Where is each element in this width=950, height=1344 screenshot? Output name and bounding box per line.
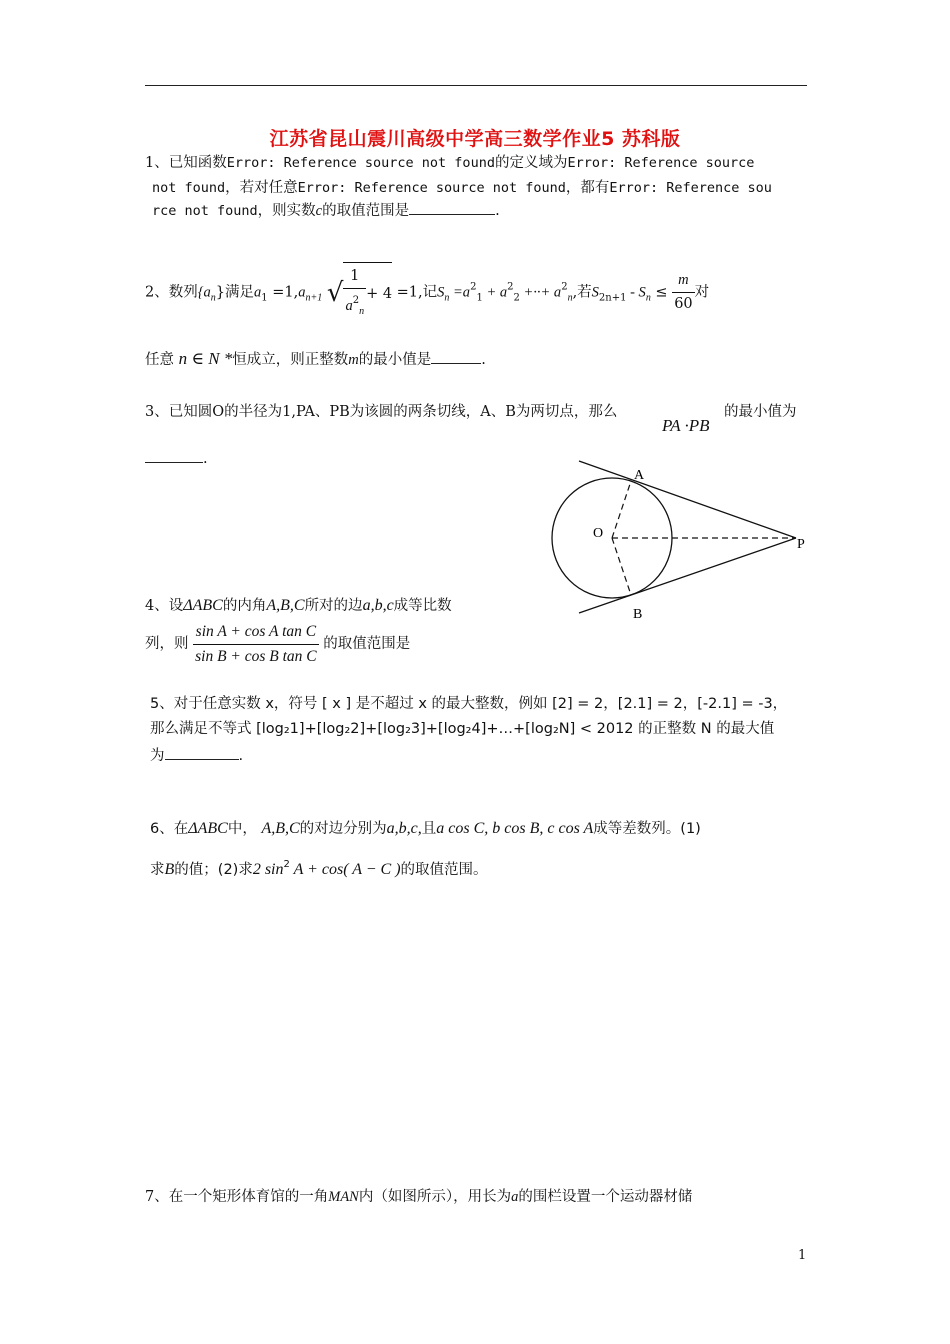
answer-blank: [431, 349, 481, 364]
q4-text: 的内角: [222, 598, 267, 614]
q2-math: a: [345, 298, 353, 314]
q2-period: .: [481, 352, 486, 368]
q6-text: 6、在: [150, 821, 189, 837]
q1-text: 的定义域为: [494, 155, 568, 171]
label-b: B: [633, 607, 643, 622]
q2-math: n: [645, 292, 651, 304]
q1-text: ，则实数: [257, 203, 316, 219]
q2-math: 1: [476, 292, 483, 304]
fraction-denominator: 60: [674, 296, 693, 312]
q1-error-text: Error: Reference source not found: [297, 180, 566, 196]
q2-math: + a: [482, 284, 508, 301]
q2-math: 2: [507, 281, 514, 293]
q2-math: n: [359, 306, 365, 317]
q6-math: A + cos( A − C ): [289, 861, 401, 878]
q3-number: 3、: [145, 404, 169, 420]
q1-text: 的取值范围是: [322, 203, 410, 219]
q3-period: .: [203, 451, 208, 467]
page-number: 1: [798, 1248, 807, 1263]
q2-text: ,若: [572, 284, 592, 301]
q6-math: a cos C, b cos B, c cos A: [436, 820, 594, 837]
fraction-numerator: 1: [343, 265, 366, 289]
header-rule: [145, 85, 807, 86]
q2-math: 2: [561, 281, 568, 293]
q2-math: + 4: [366, 286, 393, 302]
sqrt-symbol: √: [326, 277, 344, 308]
q1-variable: c: [315, 203, 323, 219]
question-6-line-2: [150, 858, 488, 879]
q6-text: 成等差数列。(1): [593, 821, 701, 837]
q2-number: 2、: [145, 284, 169, 301]
q2-math: 2: [352, 295, 360, 306]
q4-text: 成等比数: [393, 598, 452, 614]
q2-math: 2n+1: [598, 292, 627, 304]
tangent-line-pa: [579, 461, 796, 538]
q4-math: a,b,c: [362, 597, 394, 614]
q2-math: n: [444, 292, 450, 304]
q1-text: ，若对任意: [225, 180, 298, 196]
q2-math: n: [567, 292, 573, 304]
q6-text: 的对边分别为: [299, 821, 387, 837]
question-2-line-2: [145, 347, 486, 372]
q7-math: MAN: [328, 1189, 359, 1205]
q2-math: 1: [261, 292, 268, 304]
question-5: [150, 692, 787, 769]
fraction-denominator: sin B + cos B tan C: [195, 648, 317, 665]
q1-period: .: [495, 203, 500, 219]
q3-tail: 的最小值为: [724, 404, 797, 420]
question-2: [145, 262, 709, 323]
q5-text: 为: [150, 748, 165, 764]
q2-text: 任意: [145, 352, 174, 368]
answer-blank: [409, 200, 495, 215]
answer-blank: [145, 448, 203, 463]
q2-math: 2: [470, 281, 477, 293]
q4-number: 4、: [145, 598, 169, 614]
question-7: [145, 1186, 692, 1209]
question-4-line-2: [145, 620, 410, 669]
q3-expression: PA ·PB: [662, 416, 710, 435]
q2-text: 的最小值是: [358, 352, 432, 368]
q6-math: 2 sin: [252, 861, 284, 878]
q4-text: 设: [168, 598, 184, 614]
q4-text: 列，则: [145, 636, 189, 652]
q5-line-2: 那么满足不等式 [log₂1]+[log₂2]+[log₂3]+[log₂4]+…+[log₂N] < 2012 的正整数 N 的最大值: [150, 721, 775, 737]
q2-math: +··+ a: [519, 284, 562, 301]
q2-math: S: [437, 284, 445, 301]
q2-math: =1,: [267, 284, 299, 301]
fraction-numerator: m: [672, 269, 694, 293]
q4-math: A,B,C: [266, 597, 305, 614]
q2-math: m: [348, 352, 359, 368]
q3-text: 已知圆O的半径为1,PA、PB为该圆的两条切线，A、B为两切点，那么: [168, 404, 618, 420]
q4-text: 所对的边: [304, 598, 363, 614]
q2-text: }满足: [215, 284, 255, 301]
q6-math: 2: [283, 859, 290, 870]
q6-text: 且: [421, 821, 437, 837]
question-1: [145, 152, 815, 223]
q1-number: 1、: [145, 155, 169, 171]
q1-error-text: not found: [152, 180, 226, 196]
q2-math: a: [254, 284, 262, 301]
label-p: P: [797, 537, 805, 552]
q2-math: =a: [449, 284, 471, 301]
q1-text: ，都有: [565, 180, 610, 196]
q1-error-text: Error: Reference source not found: [226, 155, 495, 171]
q2-math: n ∈ N *: [178, 349, 233, 368]
q2-math: a: [298, 284, 306, 301]
question-6: [150, 817, 701, 838]
q2-math: n+1: [305, 292, 323, 304]
q2-text: =1,记: [392, 284, 438, 301]
q2-math: ≤: [650, 284, 668, 301]
q7-text: 的围栏设置一个运动器材储: [518, 1189, 693, 1205]
fraction: [672, 269, 694, 316]
q6-math: ΔABC: [188, 820, 228, 837]
q6-math: A,B,C: [261, 820, 300, 837]
answer-blank: [165, 745, 239, 760]
fraction-numerator: sin A + cos A tan C: [193, 620, 319, 645]
radius-oa: [612, 481, 631, 538]
q4-fraction: [193, 620, 319, 669]
q1-error-text: Error: Reference source: [567, 155, 755, 171]
q2-math: 2: [513, 292, 520, 304]
question-3: [145, 401, 617, 424]
q1-error-text: rce not found: [152, 203, 258, 219]
fraction-denominator: [343, 289, 366, 323]
q6-math: a,b,c,: [386, 820, 422, 837]
radius-ob: [612, 538, 631, 595]
q5-period: .: [238, 748, 244, 764]
q2-math: {a: [197, 284, 211, 301]
label-a: A: [634, 468, 645, 483]
q2-math: - S: [626, 284, 646, 301]
q2-text: 对: [694, 284, 710, 301]
tangent-line-pb: [579, 538, 796, 613]
tangent-circle-figure: [540, 455, 820, 625]
q7-text: 7、在一个矩形体育馆的一角: [145, 1189, 329, 1205]
q2-text: 恒成立，则正整数: [232, 352, 349, 368]
q2-math: n: [210, 292, 216, 304]
q4-text: 的取值范围是: [323, 636, 411, 652]
fraction: [343, 265, 366, 323]
question-4: [145, 594, 452, 618]
label-o: O: [593, 526, 604, 541]
q2-text: 数列: [168, 284, 198, 301]
q1-error-text: Error: Reference sou: [609, 180, 772, 196]
q6-text: 求: [150, 862, 165, 878]
document-title: 江苏省昆山震川高级中学高三数学作业5 苏科版: [269, 128, 681, 150]
q3-answer-line: [145, 448, 208, 471]
q6-text: 的取值范围。: [400, 862, 488, 878]
sqrt-body: [343, 262, 392, 323]
q5-line-1: 5、对于任意实数 x，符号 [ x ] 是不超过 x 的最大整数，例如 [2] = 2，[2.1] = 2，[-2.1] = -3，: [150, 696, 788, 712]
q2-math: S: [591, 284, 599, 301]
q6-text: 中，: [227, 821, 257, 837]
q6-math: B: [164, 861, 175, 878]
q4-math: ΔABC: [183, 597, 223, 614]
q7-text: 内（如图所示），用长为: [358, 1189, 512, 1205]
q6-text: 的值；(2)求: [174, 862, 253, 878]
q1-text: 已知函数: [168, 155, 227, 171]
q7-math: a: [511, 1189, 519, 1205]
